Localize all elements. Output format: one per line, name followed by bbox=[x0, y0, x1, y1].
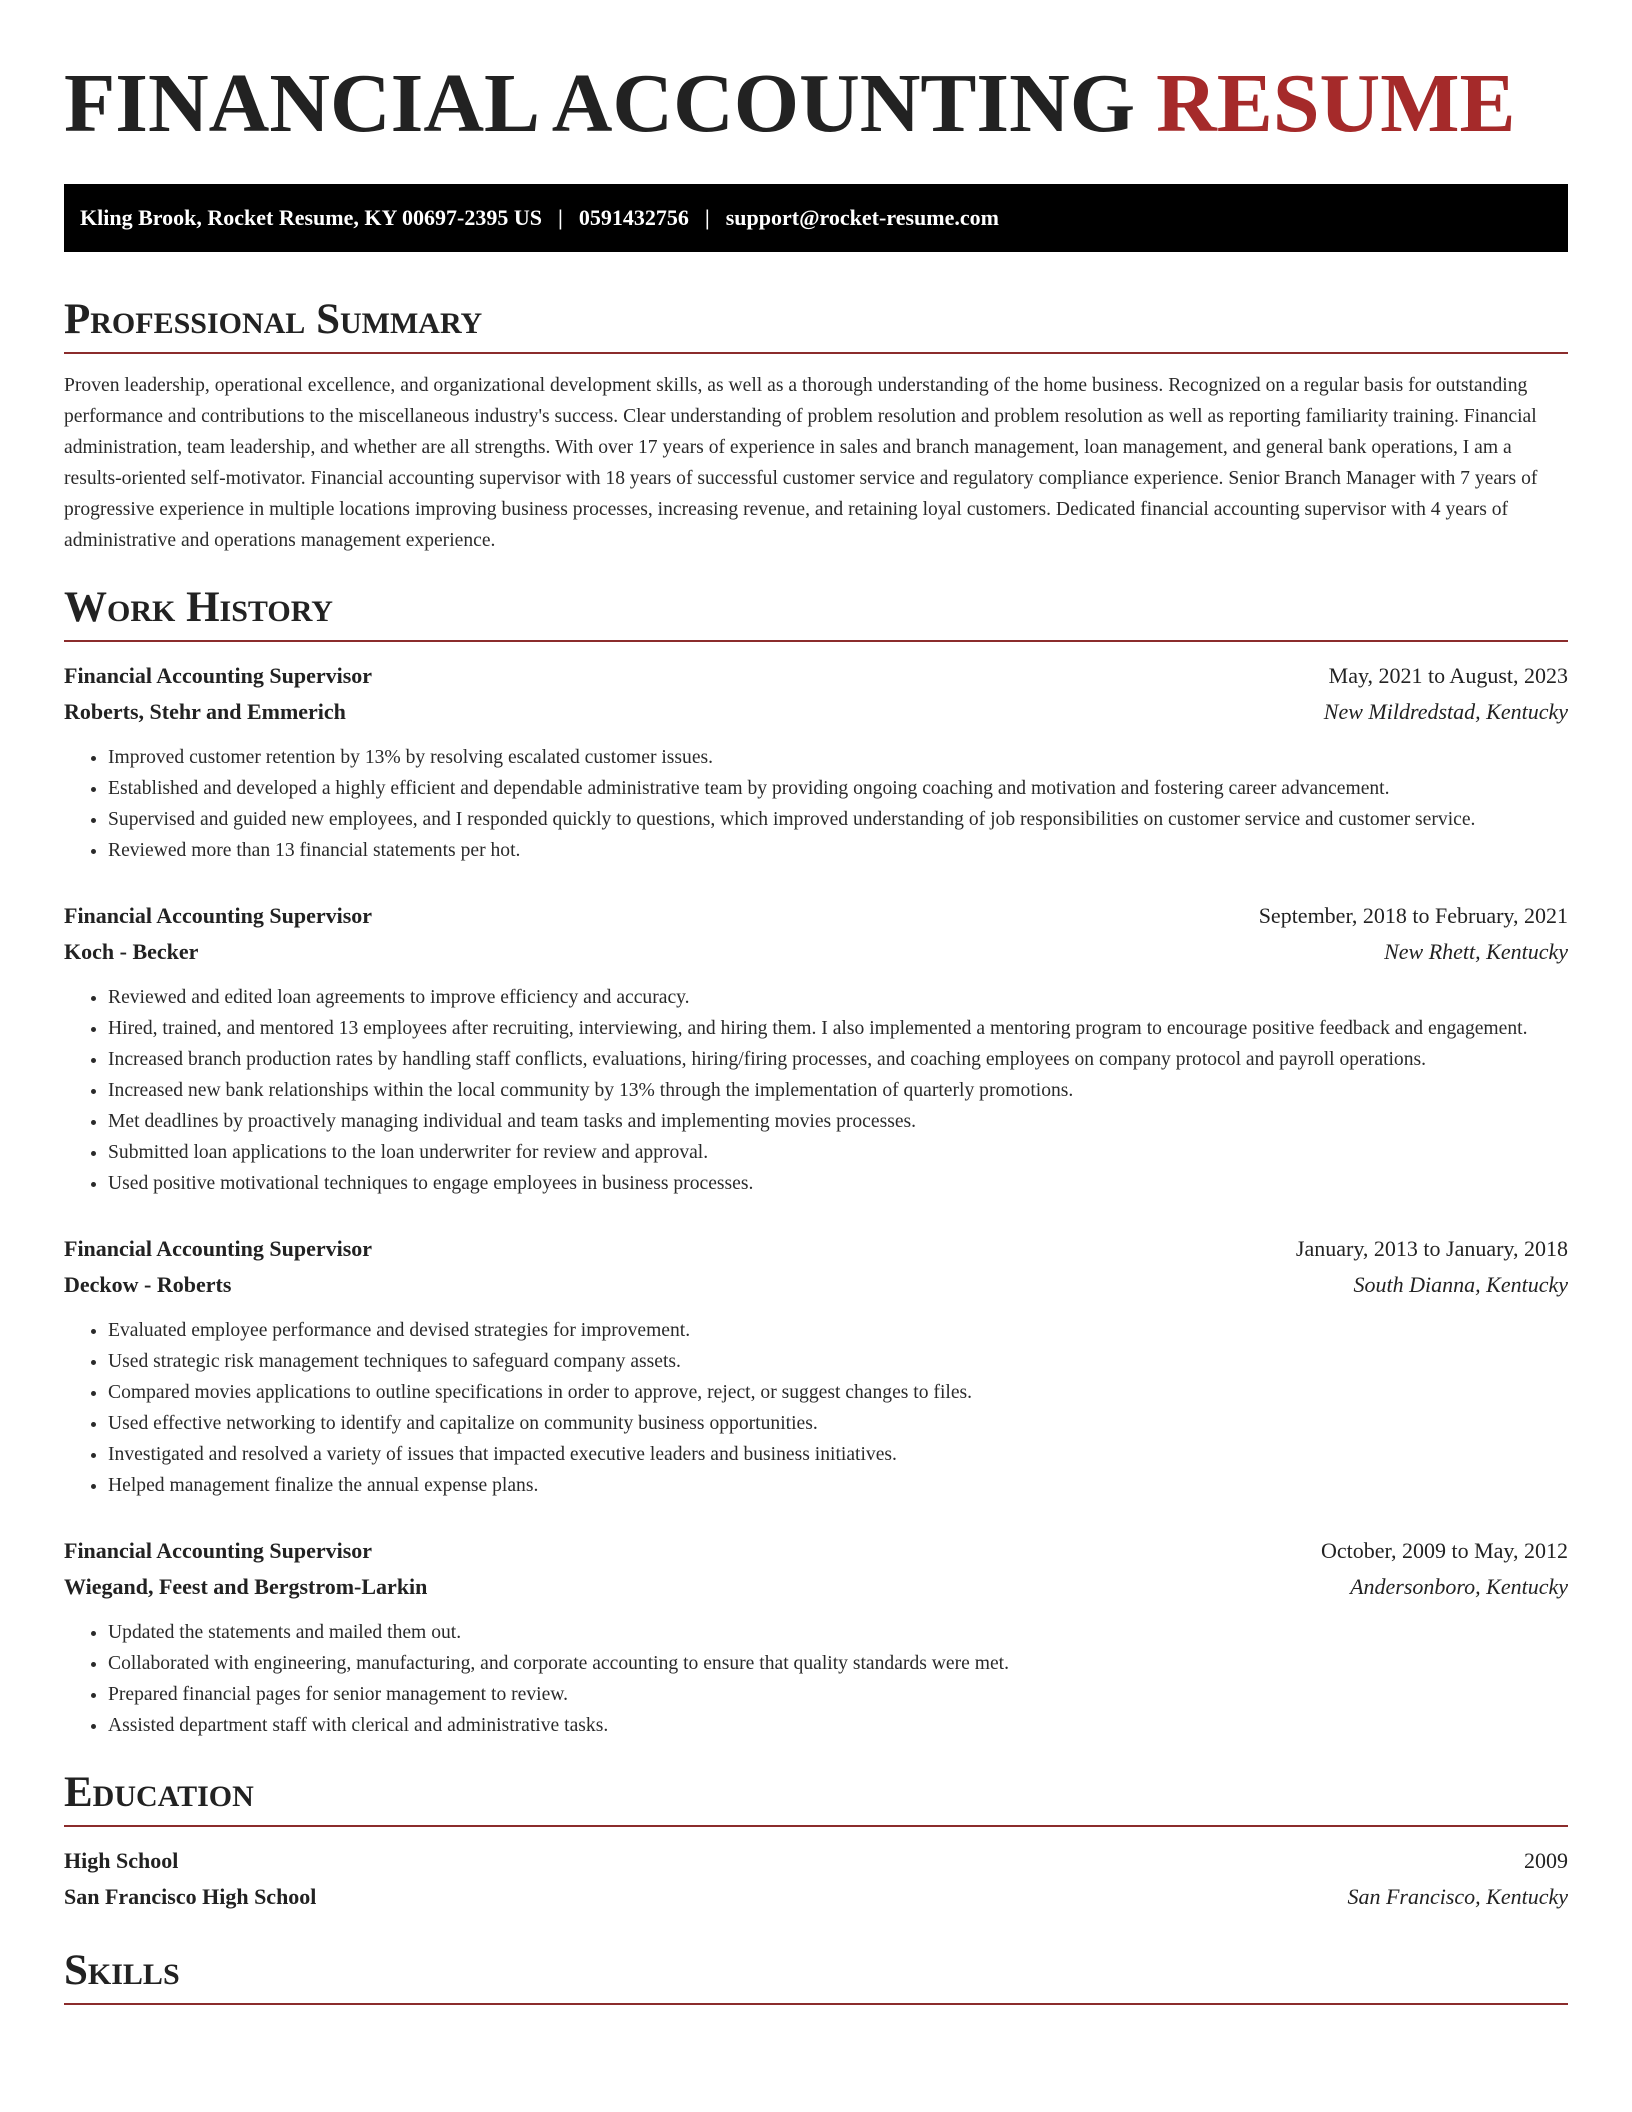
section-heading-skills: Skills bbox=[64, 1945, 1568, 2005]
section-heading-summary: Professional Summary bbox=[64, 294, 1568, 354]
job-location: South Dianna, Kentucky bbox=[1353, 1272, 1568, 1297]
job-bullets bbox=[64, 1315, 1568, 1501]
job-entry bbox=[64, 898, 1568, 1199]
job-bullet: • Reviewed and edited loan agreements to improve efficiency and accuracy. bbox=[108, 982, 1568, 1013]
job-company: Deckow - Roberts bbox=[64, 1272, 232, 1297]
job-bullet: • Compared movies applications to outline specifications in order to approve, reject, or suggest changes to files. bbox=[108, 1377, 1568, 1408]
job-bullet: • Updated the statements and mailed them out. bbox=[108, 1617, 1568, 1648]
job-company-row bbox=[64, 1569, 1568, 1605]
contact-separator: | bbox=[704, 205, 710, 230]
work-history-section bbox=[64, 582, 1568, 1741]
job-location: New Rhett, Kentucky bbox=[1384, 939, 1568, 964]
contact-address: Kling Brook, Rocket Resume, KY 00697-2395 US bbox=[80, 205, 542, 230]
education-degree: High School bbox=[64, 1848, 179, 1873]
job-bullet: • Established and developed a highly efficient and dependable administrative team by providing ongoing coaching and motivation and fostering career advancement. bbox=[108, 773, 1568, 804]
education-location: San Francisco, Kentucky bbox=[1347, 1884, 1568, 1909]
job-bullet: • Evaluated employee performance and devised strategies for improvement. bbox=[108, 1315, 1568, 1346]
education-header-row bbox=[64, 1843, 1568, 1879]
job-dates: October, 2009 to May, 2012 bbox=[1321, 1538, 1568, 1563]
job-bullet: • Supervised and guided new employees, and I responded quickly to questions, which improved understanding of job responsibilities on customer service and customer service. bbox=[108, 804, 1568, 835]
job-dates: May, 2021 to August, 2023 bbox=[1328, 663, 1568, 688]
job-bullet: • Prepared financial pages for senior management to review. bbox=[108, 1679, 1568, 1710]
education-school-row bbox=[64, 1879, 1568, 1915]
job-bullet: • Improved customer retention by 13% by resolving escalated customer issues. bbox=[108, 742, 1568, 773]
job-title: Financial Accounting Supervisor bbox=[64, 1538, 373, 1563]
job-bullet: • Reviewed more than 13 financial statements per hot. bbox=[108, 835, 1568, 866]
job-company: Koch - Becker bbox=[64, 939, 199, 964]
skills-section bbox=[64, 1945, 1568, 2005]
job-title: Financial Accounting Supervisor bbox=[64, 903, 373, 928]
job-bullet: • Collaborated with engineering, manufacturing, and corporate accounting to ensure that quality standards were met. bbox=[108, 1648, 1568, 1679]
job-bullet: • Increased branch production rates by handling staff conflicts, evaluations, hiring/firing processes, and coaching employees on company protocol and payroll operations. bbox=[108, 1044, 1568, 1075]
contact-separator: | bbox=[558, 205, 563, 230]
job-company-row bbox=[64, 694, 1568, 730]
job-title: Financial Accounting Supervisor bbox=[64, 1236, 373, 1261]
job-bullet: • Investigated and resolved a variety of issues that impacted executive leaders and business initiatives. bbox=[108, 1439, 1568, 1470]
job-header-row bbox=[64, 1533, 1568, 1569]
education-year: 2009 bbox=[1524, 1848, 1568, 1873]
resume-title-accent: RESUME bbox=[1156, 57, 1516, 150]
education-section bbox=[64, 1767, 1568, 1915]
contact-phone: 0591432756 bbox=[578, 205, 689, 230]
job-bullet: • Helped management finalize the annual expense plans. bbox=[108, 1470, 1568, 1501]
resume-title-main: FINANCIAL ACCOUNTING bbox=[64, 57, 1136, 150]
job-entry bbox=[64, 1231, 1568, 1501]
job-dates: January, 2013 to January, 2018 bbox=[1295, 1236, 1568, 1261]
job-bullet: • Used effective networking to identify and capitalize on community business opportunities. bbox=[108, 1408, 1568, 1439]
summary-text: Proven leadership, operational excellence, and organizational development skills, as well as a thorough understanding of the home business. Recognized on a regular basis for outstanding performance and contributions to the miscellaneous industry's success. Clear understanding of problem resolution and problem resolution as well as reporting familiarity training. Financial administration, team leadership, and whether are all strengths. With over 17 years of experience in sales and branch management, loan management, and general bank operations, I am a results-oriented self-motivator. Financial accounting supervisor with 18 years of successful customer service and regulatory compliance experience. Senior Branch Manager with 7 years of progressive experience in multiple locations improving business processes, increasing revenue, and retaining loyal customers. Dedicated financial accounting supervisor with 4 years of administrative and operations management experience. bbox=[64, 375, 1538, 551]
job-company-row bbox=[64, 1267, 1568, 1303]
job-header-row bbox=[64, 898, 1568, 934]
job-company: Wiegand, Feest and Bergstrom-Larkin bbox=[64, 1574, 428, 1599]
job-bullet: • Hired, trained, and mentored 13 employees after recruiting, interviewing, and hiring them. I also implemented a mentoring program to encourage positive feedback and engagement. bbox=[108, 1013, 1568, 1044]
job-header-row bbox=[64, 658, 1568, 694]
job-bullet: • Assisted department staff with clerical and administrative tasks. bbox=[108, 1710, 1568, 1741]
job-header-row bbox=[64, 1231, 1568, 1267]
contact-email[interactable]: support@rocket-resume.com bbox=[725, 205, 999, 230]
job-location: New Mildredstad, Kentucky bbox=[1323, 699, 1568, 724]
job-entry bbox=[64, 1533, 1568, 1741]
resume-title bbox=[64, 56, 1568, 152]
job-bullets bbox=[64, 742, 1568, 866]
job-location: Andersonboro, Kentucky bbox=[1350, 1574, 1568, 1599]
job-bullet: • Submitted loan applications to the loan underwriter for review and approval. bbox=[108, 1137, 1568, 1168]
job-bullet: • Increased new bank relationships within the local community by 13% through the implementation of quarterly promotions. bbox=[108, 1075, 1568, 1106]
job-entry bbox=[64, 658, 1568, 866]
education-entry bbox=[64, 1843, 1568, 1915]
job-company: Roberts, Stehr and Emmerich bbox=[64, 699, 346, 724]
section-heading-work: Work History bbox=[64, 582, 1568, 642]
job-bullet: • Used strategic risk management techniques to safeguard company assets. bbox=[108, 1346, 1568, 1377]
job-dates: September, 2018 to February, 2021 bbox=[1258, 903, 1568, 928]
section-heading-education: Education bbox=[64, 1767, 1568, 1827]
job-bullet: • Met deadlines by proactively managing individual and team tasks and implementing movies processes. bbox=[108, 1106, 1568, 1137]
job-bullets bbox=[64, 982, 1568, 1199]
job-bullets bbox=[64, 1617, 1568, 1741]
job-company-row bbox=[64, 934, 1568, 970]
education-school: San Francisco High School bbox=[64, 1884, 317, 1909]
contact-bar bbox=[64, 184, 1568, 252]
professional-summary-section bbox=[64, 294, 1568, 556]
job-bullet: • Used positive motivational techniques to engage employees in business processes. bbox=[108, 1168, 1568, 1199]
job-title: Financial Accounting Supervisor bbox=[64, 663, 373, 688]
